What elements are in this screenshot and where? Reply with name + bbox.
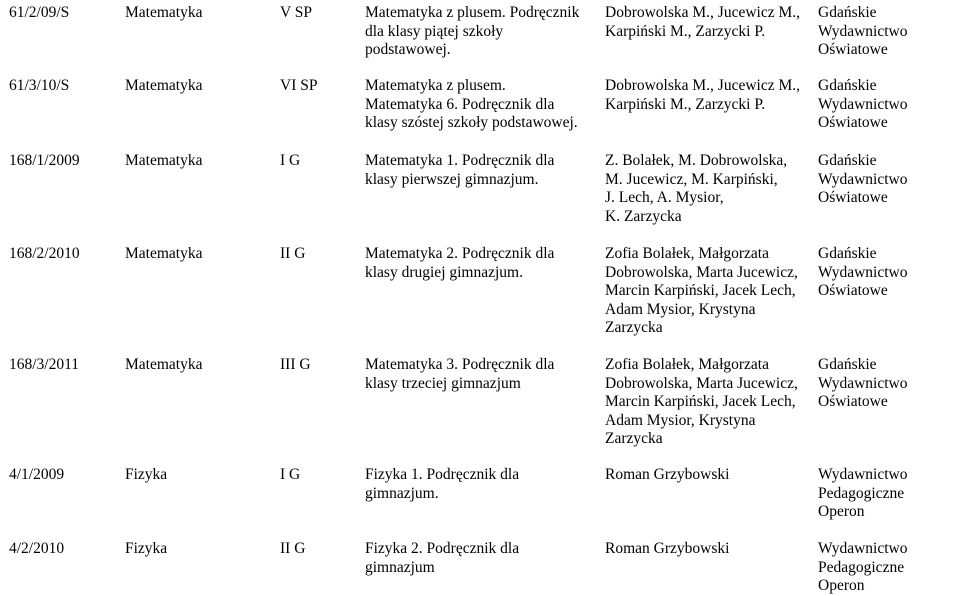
- publisher-line: Wydawnictwo: [818, 466, 908, 483]
- title-line: klasy trzeciej gimnazjum: [365, 374, 521, 392]
- subject-cell: Matematyka: [125, 356, 203, 373]
- authors-cell: [605, 152, 810, 226]
- title-cell: [365, 4, 595, 60]
- title-line: Matematyka 6. Podręcznik dla: [365, 95, 555, 113]
- authors-line: M. Jucewicz, M. Karpiński,: [605, 170, 778, 188]
- title-cell: [365, 540, 595, 577]
- title-cell: [365, 152, 595, 189]
- publisher-line: Oświatowe: [818, 393, 888, 410]
- authors-line: Dobrowolska, Marta Jucewicz,: [605, 263, 798, 281]
- authors-cell: [605, 466, 810, 485]
- code-cell: 4/2/2010: [9, 540, 65, 557]
- title-cell: [365, 466, 595, 503]
- code-cell: 168/1/2009: [9, 152, 80, 169]
- publisher-line: Oświatowe: [818, 189, 888, 206]
- publisher-line: Gdańskie: [818, 152, 877, 169]
- authors-cell: [605, 356, 810, 449]
- title-line: Matematyka 3. Podręcznik dla: [365, 356, 555, 373]
- publisher-line: Operon: [818, 577, 865, 594]
- title-cell: [365, 356, 595, 393]
- title-line: Fizyka 2. Podręcznik dla: [365, 540, 520, 557]
- code-cell: 61/3/10/S: [9, 77, 70, 94]
- publisher-cell: [818, 356, 958, 412]
- publisher-line: Oświatowe: [818, 114, 888, 131]
- publisher-line: Wydawnictwo: [818, 263, 908, 281]
- title-line: klasy szóstej szkoły podstawowej.: [365, 114, 578, 131]
- publisher-line: Pedagogiczne: [818, 558, 905, 576]
- subject-cell: Fizyka: [125, 466, 168, 483]
- title-line: Matematyka z plusem.: [365, 77, 506, 94]
- title-line: Matematyka z plusem. Podręcznik: [365, 4, 580, 21]
- publisher-line: Gdańskie: [818, 77, 877, 94]
- authors-line: Adam Mysior, Krystyna: [605, 300, 756, 318]
- code-cell: 61/2/09/S: [9, 4, 70, 21]
- authors-line: Dobrowolska, Marta Jucewicz,: [605, 374, 798, 392]
- publisher-line: Oświatowe: [818, 41, 888, 58]
- class-cell: II G: [280, 540, 306, 557]
- authors-cell: [605, 245, 810, 338]
- title-line: klasy pierwszej gimnazjum.: [365, 170, 539, 188]
- authors-line: Dobrowolska M., Jucewicz M.,: [605, 77, 801, 94]
- code-cell: 168/2/2010: [9, 245, 80, 262]
- title-cell: [365, 77, 595, 133]
- authors-line: Zarzycka: [605, 319, 663, 336]
- publisher-cell: [818, 466, 958, 522]
- class-cell: V SP: [280, 4, 313, 21]
- authors-line: Dobrowolska M., Jucewicz M.,: [605, 4, 801, 21]
- publisher-cell: [818, 245, 958, 301]
- authors-cell: [605, 540, 810, 559]
- publisher-cell: [818, 77, 958, 133]
- class-cell: III G: [280, 356, 311, 373]
- title-line: dla klasy piątej szkoły: [365, 22, 504, 40]
- publisher-line: Wydawnictwo: [818, 22, 908, 40]
- subject-cell: Matematyka: [125, 4, 203, 21]
- subject-cell: Matematyka: [125, 152, 203, 169]
- publisher-line: Wydawnictwo: [818, 540, 908, 557]
- publisher-line: Operon: [818, 503, 865, 520]
- class-cell: I G: [280, 466, 301, 483]
- title-line: gimnazjum: [365, 558, 435, 576]
- authors-line: Zarzycka: [605, 430, 663, 447]
- publisher-line: Wydawnictwo: [818, 170, 908, 188]
- authors-line: J. Lech, A. Mysior,: [605, 189, 724, 206]
- publisher-line: Gdańskie: [818, 4, 877, 21]
- class-cell: VI SP: [280, 77, 318, 94]
- publisher-line: Oświatowe: [818, 282, 888, 299]
- title-line: gimnazjum.: [365, 484, 439, 502]
- class-cell: II G: [280, 245, 306, 262]
- code-cell: 4/1/2009: [9, 466, 65, 483]
- authors-line: Marcin Karpiński, Jacek Lech,: [605, 393, 796, 410]
- authors-line: Roman Grzybowski: [605, 540, 730, 557]
- authors-line: Zofia Bolałek, Małgorzata: [605, 356, 769, 373]
- subject-cell: Fizyka: [125, 540, 168, 557]
- publisher-line: Gdańskie: [818, 356, 877, 373]
- publisher-line: Pedagogiczne: [818, 484, 905, 502]
- code-cell: 168/3/2011: [9, 356, 80, 373]
- title-line: podstawowej.: [365, 41, 451, 58]
- authors-line: Karpiński M., Zarzycki P.: [605, 95, 766, 113]
- authors-line: K. Zarzycka: [605, 207, 682, 225]
- authors-cell: [605, 4, 810, 41]
- class-cell: I G: [280, 152, 301, 169]
- title-line: Matematyka 1. Podręcznik dla: [365, 152, 555, 169]
- title-cell: [365, 245, 595, 282]
- publisher-cell: [818, 152, 958, 208]
- publisher-cell: [818, 540, 958, 596]
- publisher-line: Gdańskie: [818, 245, 877, 262]
- authors-line: Marcin Karpiński, Jacek Lech,: [605, 282, 796, 299]
- title-line: Fizyka 1. Podręcznik dla: [365, 466, 520, 483]
- publisher-line: Wydawnictwo: [818, 95, 908, 113]
- title-line: klasy drugiej gimnazjum.: [365, 263, 523, 281]
- authors-line: Zofia Bolałek, Małgorzata: [605, 245, 769, 262]
- subject-cell: Matematyka: [125, 77, 203, 94]
- publisher-cell: [818, 4, 958, 60]
- title-line: Matematyka 2. Podręcznik dla: [365, 245, 555, 262]
- authors-line: Karpiński M., Zarzycki P.: [605, 22, 766, 40]
- publisher-line: Wydawnictwo: [818, 374, 908, 392]
- subject-cell: Matematyka: [125, 245, 203, 262]
- authors-cell: [605, 77, 810, 114]
- authors-line: Roman Grzybowski: [605, 466, 730, 483]
- authors-line: Z. Bolałek, M. Dobrowolska,: [605, 152, 788, 169]
- authors-line: Adam Mysior, Krystyna: [605, 411, 756, 429]
